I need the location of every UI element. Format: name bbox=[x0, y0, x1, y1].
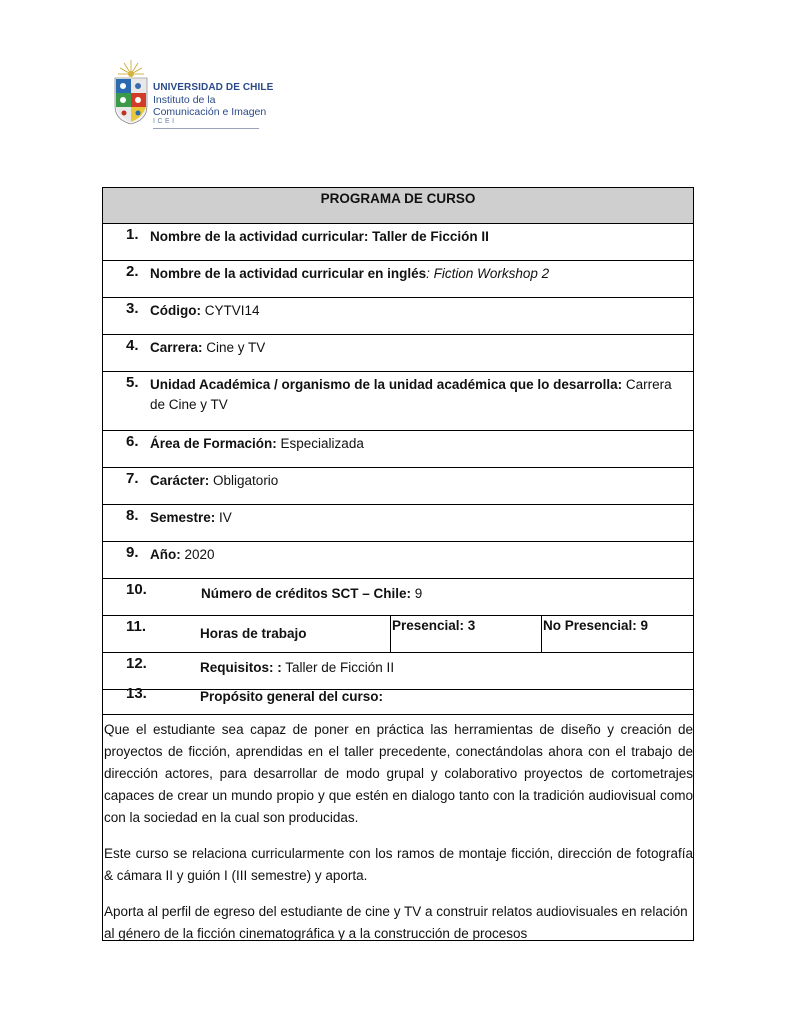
row-label: Área de Formación: bbox=[150, 436, 277, 451]
row-label: Propósito general del curso: bbox=[200, 689, 384, 704]
row-label: Año: bbox=[150, 547, 181, 562]
row-label: Requisitos: : bbox=[200, 660, 282, 675]
course-program-table bbox=[102, 187, 694, 690]
table-row bbox=[103, 298, 693, 335]
row-value: Cine y TV bbox=[202, 340, 266, 355]
table-row bbox=[103, 431, 693, 468]
row-number: 7. bbox=[126, 470, 139, 487]
logo-university-name: UNIVERSIDAD DE CHILE bbox=[153, 82, 274, 93]
row-label: Horas de trabajo bbox=[200, 626, 307, 641]
logo-institute-line1: Instituto de la bbox=[153, 94, 216, 106]
table-row bbox=[103, 372, 693, 431]
row-number: 4. bbox=[126, 337, 139, 354]
row-value: : Fiction Workshop 2 bbox=[426, 266, 550, 281]
logo-divider bbox=[153, 128, 259, 129]
university-crest-icon bbox=[112, 58, 150, 126]
row-label: Carrera: bbox=[150, 340, 203, 355]
table-row bbox=[103, 685, 693, 715]
logo-acronym: ICEI bbox=[153, 118, 177, 125]
row-number: 8. bbox=[126, 507, 139, 524]
row-value: 9 bbox=[411, 586, 423, 601]
hours-no-presencial: No Presencial: 9 bbox=[541, 616, 693, 652]
row-value: Especializada bbox=[276, 436, 364, 451]
row-value: 2020 bbox=[180, 547, 215, 562]
hours-presencial: Presencial: 3 bbox=[390, 616, 543, 652]
logo-institute-line2: Comunicación e Imagen bbox=[153, 106, 267, 118]
row-number: 11. bbox=[126, 618, 147, 635]
row-value: Taller de Ficción II bbox=[281, 660, 395, 675]
row-label: Carácter: bbox=[150, 473, 210, 488]
row-label: Nombre de la actividad curricular en inglés bbox=[150, 266, 427, 281]
row-number: 12. bbox=[126, 655, 147, 672]
table-row bbox=[103, 616, 693, 653]
row-label: Número de créditos SCT – Chile: bbox=[201, 586, 412, 601]
row-label: Semestre: bbox=[150, 510, 216, 525]
table-title: PROGRAMA DE CURSO bbox=[103, 188, 693, 224]
row-label: Unidad Académica / organismo de la unidad académica que lo desarrolla: bbox=[150, 377, 623, 392]
table-row bbox=[103, 335, 693, 372]
table-row bbox=[103, 505, 693, 542]
table-row bbox=[103, 542, 693, 579]
row-value: Obligatorio bbox=[209, 473, 279, 488]
row-number: 9. bbox=[126, 544, 139, 561]
purpose-paragraph-2: Este curso se relaciona curricularmente con los ramos de montaje ficción, dirección de fotografía & cámara II y guión I (III semestre) y aporta. bbox=[104, 846, 693, 883]
purpose-paragraph-3: Aporta al perfil de egreso del estudiante de cine y TV a construir relatos audiovisuales en relación al género de la ficción cinematográfica y a la construcción de procesos bbox=[104, 904, 688, 941]
row-value: IV bbox=[215, 510, 232, 525]
row-number: 13. bbox=[126, 685, 147, 702]
table-row bbox=[103, 468, 693, 505]
row-label: Nombre de la actividad curricular: Taller de Ficción II bbox=[150, 229, 489, 244]
purpose-paragraph-1: Que el estudiante sea capaz de poner en práctica las herramientas de diseño y creación de proyectos de ficción, aprendidas en el taller precedente, conectándolas ahora con el trabajo de dirección actores, para desarrollar de modo grupal y colaborativo proyectos de cortometrajes capaces de crear un mundo propio y que estén en dialogo tanto con la tradición audiovisual como con la sociedad en la cual son producidas. bbox=[104, 722, 693, 825]
row-number: 10. bbox=[126, 581, 147, 598]
row-label: Código: bbox=[150, 303, 201, 318]
table-row bbox=[103, 261, 693, 298]
course-purpose-section bbox=[102, 685, 694, 941]
row-number: 3. bbox=[126, 300, 139, 317]
row-number: 6. bbox=[126, 433, 139, 450]
row-value: CYTVI14 bbox=[200, 303, 260, 318]
university-logo bbox=[112, 58, 274, 130]
row-value: Carrera de Cine y TV bbox=[150, 377, 672, 412]
row-number: 5. bbox=[126, 374, 139, 391]
row-number: 1. bbox=[126, 226, 139, 243]
table-row bbox=[103, 224, 693, 261]
row-number: 2. bbox=[126, 263, 139, 280]
table-row bbox=[103, 579, 693, 616]
